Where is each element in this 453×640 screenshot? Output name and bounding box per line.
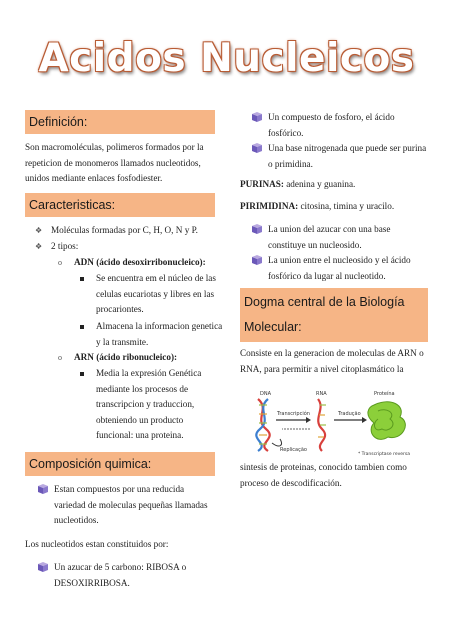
pirimidina-line bbox=[240, 199, 430, 215]
list-item bbox=[80, 271, 225, 318]
list-item-text: Se encuentra em el núcleo de las celulas eucariotas y libres en las procariontes. bbox=[96, 273, 216, 314]
circle-bullet-icon: o bbox=[58, 258, 62, 267]
list-item bbox=[35, 223, 220, 239]
list-item-text: La union del azucar con una base constituye un nucleosido. bbox=[268, 224, 391, 250]
purinas-label: PURINAS: bbox=[240, 179, 284, 189]
list-item bbox=[58, 350, 223, 366]
pirimidina-label: PIRIMIDINA: bbox=[240, 201, 299, 211]
rna-label: RNA bbox=[316, 391, 327, 397]
list-item bbox=[252, 110, 430, 141]
list-item bbox=[38, 560, 218, 591]
pirimidina-text: citosina, timina y uracilo. bbox=[300, 201, 395, 211]
reversa-note: * Transcriptase reversa bbox=[358, 452, 410, 457]
arrow-bullet-icon bbox=[252, 143, 262, 153]
composicion-heading: Composición quimica: bbox=[25, 452, 215, 476]
list-item-text: La union entre el nucleosido y el ácido fosfórico da lugar al nucleotido. bbox=[268, 255, 411, 281]
list-item-text: Media la expresión Genética mediante los procesos de transcripcion y traduccion, obteniendo un producto funcional: una proteina. bbox=[96, 368, 202, 440]
protein-icon bbox=[368, 402, 405, 440]
arrow-bullet-icon bbox=[38, 484, 48, 494]
purinas-text: adenina y guanina. bbox=[286, 179, 356, 189]
dna-helix-icon bbox=[256, 399, 269, 451]
list-item bbox=[35, 239, 220, 255]
list-item bbox=[252, 253, 430, 284]
list-item bbox=[80, 319, 225, 350]
replicacao-arrow bbox=[272, 439, 282, 446]
list-item-text: Un azucar de 5 carbono: RIBOSA o DESOXIRRIBOSA. bbox=[54, 562, 187, 588]
square-bullet-icon bbox=[80, 271, 96, 318]
dogma-text-1: Consiste en la generacion de moleculas de ARN o RNA, para permitir a nivel citoplasmático la bbox=[240, 348, 424, 374]
list-item-text: Moléculas formadas por C, H, O, N y P. bbox=[51, 225, 198, 235]
list-item-text: 2 tipos: bbox=[51, 241, 79, 251]
traduccion-label: Tradução bbox=[338, 411, 361, 417]
list-item bbox=[80, 366, 220, 444]
page-title: Acidos Nucleicos bbox=[38, 36, 415, 81]
composicion-text: Los nucleotidos estan constituidos por: bbox=[25, 539, 169, 549]
arrow-bullet-icon bbox=[252, 112, 262, 122]
dogma-heading bbox=[240, 288, 428, 342]
diamond-bullet-icon: ❖ bbox=[35, 242, 43, 251]
list-item bbox=[38, 482, 218, 529]
transcripcion-label: Transcripción bbox=[277, 411, 310, 417]
definicion-heading: Definición: bbox=[25, 110, 215, 134]
list-item bbox=[252, 222, 430, 253]
adn-title: ADN (ácido desoxirribonucleico): bbox=[74, 257, 206, 267]
list-item bbox=[58, 255, 223, 271]
arrow-bullet-icon bbox=[252, 224, 262, 234]
proteina-label: Proteína bbox=[374, 391, 395, 397]
circle-bullet-icon: o bbox=[58, 353, 62, 362]
dogma-heading-line2: Molecular: bbox=[244, 320, 302, 334]
list-item bbox=[252, 141, 430, 172]
dogma-heading-line1: Dogma central de la Biología bbox=[244, 295, 405, 309]
list-item-text: Estan compuestos por una reducida variedad de moleculas pequeñas llamadas nucleotidos. bbox=[54, 484, 208, 525]
caracteristicas-heading: Caracteristicas: bbox=[25, 193, 215, 217]
square-bullet-icon bbox=[80, 366, 96, 444]
square-bullet-icon bbox=[80, 319, 96, 350]
dogma-text-2: sintesis de proteinas, conocido tambien como proceso de descodificación. bbox=[240, 462, 407, 488]
definicion-text: Son macromoléculas, polimeros formados por la repeticion de monomeros llamados nucleotidos, unidos mediante enlaces fosfodiester. bbox=[25, 142, 204, 183]
list-item-text: Un compuesto de fosforo, el ácido fosfórico. bbox=[268, 112, 395, 138]
purinas-line bbox=[240, 177, 430, 193]
list-item-text: Almacena la informacion genetica y la transmite. bbox=[96, 321, 223, 347]
arrow-bullet-icon bbox=[38, 562, 48, 572]
replicacao-label: Replicação bbox=[280, 447, 307, 453]
arn-title: ARN (ácido ribonucleico): bbox=[74, 352, 178, 362]
central-dogma-diagram bbox=[250, 385, 430, 457]
arrow-bullet-icon bbox=[252, 255, 262, 265]
diamond-bullet-icon: ❖ bbox=[35, 226, 43, 235]
dna-label: DNA bbox=[260, 391, 272, 397]
rna-strand-icon bbox=[318, 399, 326, 451]
list-item-text: Una base nitrogenada que puede ser purina o primidina. bbox=[268, 143, 427, 169]
